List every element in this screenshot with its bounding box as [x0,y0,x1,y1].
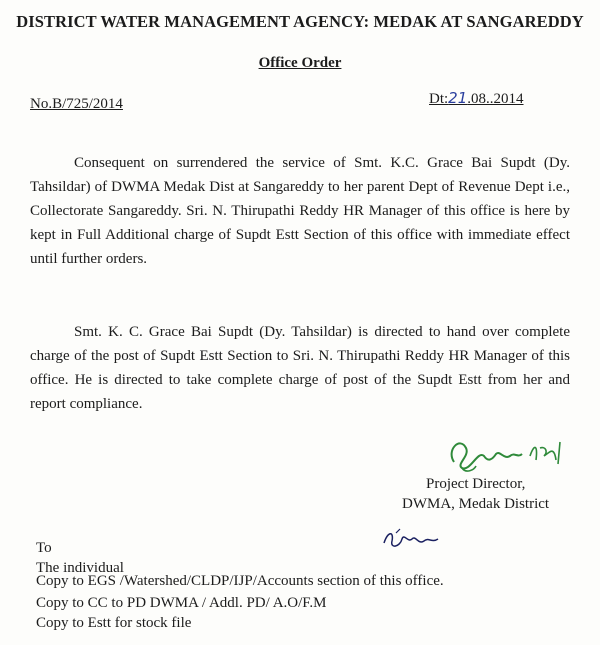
date-rest: .08..2014 [467,91,524,107]
order-paragraph-2 [30,320,570,416]
reference-number: No.B/725/2014 [30,96,123,112]
copy-line-1: Copy to EGS /Watershed/CLDP/IJP/Accounts section of this office. [36,573,444,589]
signatory-title: Project Director, [426,476,526,492]
document-title: Office Order [258,55,342,71]
order-paragraph-1-text: Consequent on surrendered the service of Smt. K.C. Grace Bai Supdt (Dy. Tahsildar) of DWMA Medak Dist at Sangareddy to her parent Dept of Revenue Dept i.e., Collectorate Sangareddy. Sri. N. Thirupathi Reddy HR Manager of this office is here by kept in Full Additional charge of Supdt Estt Section of this office with immediate effect until further orders. [30,155,570,267]
date-prefix: Dt: [429,91,449,107]
initials-signature [378,525,448,553]
signatory-office: DWMA, Medak District [402,496,550,512]
recipient: The individual [36,560,124,576]
date-day-handwritten: 21 [448,89,468,107]
copy-line-2: Copy to CC to PD DWMA / Addl. PD/ A.O/F.M [36,595,327,611]
copy-line-3: Copy to Estt for stock file [36,615,192,631]
director-signature [426,430,576,480]
to-label: To [36,540,52,556]
order-date [429,89,524,108]
order-paragraph-1 [30,151,570,271]
order-paragraph-2-text: Smt. K. C. Grace Bai Supdt (Dy. Tahsildar) is directed to hand over complete charge of the post of Supdt Estt Section to Sri. N. Thirupathi Reddy HR Manager of this office. He is directed to take complete charge of post of the Supdt Estt from her and report compliance. [30,324,570,412]
agency-heading: DISTRICT WATER MANAGEMENT AGENCY: MEDAK AT SANGAREDDY [16,12,584,31]
